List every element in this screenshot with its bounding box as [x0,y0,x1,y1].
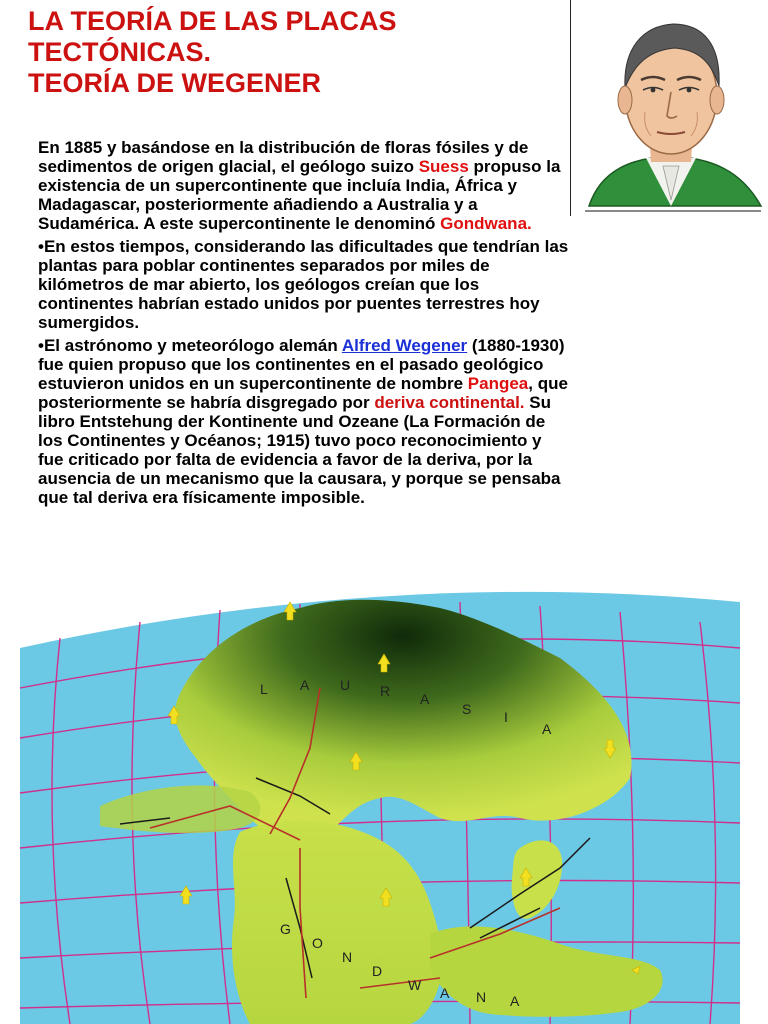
laurasia-letter: S [462,701,472,717]
body-text [38,138,570,511]
pangea-map-illustration [0,578,768,1024]
highlight-pangea: Pangea [467,374,529,393]
paragraph-3-text-d: Su libro Entstehung der Kontinente und Ozeane (La Formación de los Continentes y Océanos; 1915) tuvo poco reconocimiento y fue criticado por falta de evidencia a favor de la deriva, por la ausencia de un mecanismo que la causara, y porque se pensaba que tal deriva era físicamente imposible. [38,393,561,507]
portrait-illustration [571,0,768,216]
highlight-deriva-continental: deriva continental. [374,393,525,412]
gondwana-letter: O [312,935,323,951]
laurasia-letter: L [260,681,268,697]
gondwana-letter: W [408,977,422,993]
paragraph-land-bridges: •En estos tiempos, considerando las dificultades que tendrían las plantas para poblar continentes separados por miles de kilómetros de mar abierto, los geólogos creían que los continentes habrían estado unidos por puentes terrestres hoy sumergidos. [38,237,569,332]
laurasia-letter: A [420,691,430,707]
wegener-portrait [570,0,768,216]
gondwana-letter: N [476,989,487,1005]
gondwana-letter: D [372,963,383,979]
paragraph-3-text-a: •El astrónomo y meteorólogo alemán [38,336,342,355]
title-line-3: TEORÍA DE WEGENER [28,68,322,98]
alfred-wegener-link[interactable]: Alfred Wegener [341,336,468,355]
laurasia-letter: A [300,677,310,693]
highlight-suess: Suess [418,157,469,176]
gondwana-letter: G [280,921,291,937]
gondwana-letter: N [342,949,353,965]
title-line-2: TECTÓNICAS. [28,37,212,67]
paragraph-3-text-b: (1880-1930) fue quien propuso que los continentes en el pasado geológico estuvieron unidos en un supercontinente de nombre [38,336,565,393]
paragraph-3-text-c: , que posteriormente se habría disgregado por [38,374,568,412]
highlight-gondwana: Gondwana. [440,214,532,233]
paragraph-1-text-a: En 1885 y basándose en la distribución de floras fósiles y de sedimentos de origen glacial, el geólogo suizo [38,138,529,176]
gondwana-letter: A [440,985,450,1001]
laurasia-letter: I [504,709,508,725]
gondwana-letter: A [510,993,520,1009]
page-title [28,6,568,99]
laurasia-letter: U [340,677,351,693]
paragraph-wegener [38,336,570,507]
paragraph-suess [38,138,570,233]
pangea-map [0,578,768,1024]
title-line-1: LA TEORÍA DE LAS PLACAS [28,6,397,36]
paragraph-1-text-b: propuso la existencia de un supercontinente que incluía India, África y Madagascar, posteriormente añadiendo a Australia y a Sudamérica. A este supercontinente le denominó [38,157,561,233]
laurasia-letter: R [380,683,391,699]
laurasia-letter: A [542,721,552,737]
